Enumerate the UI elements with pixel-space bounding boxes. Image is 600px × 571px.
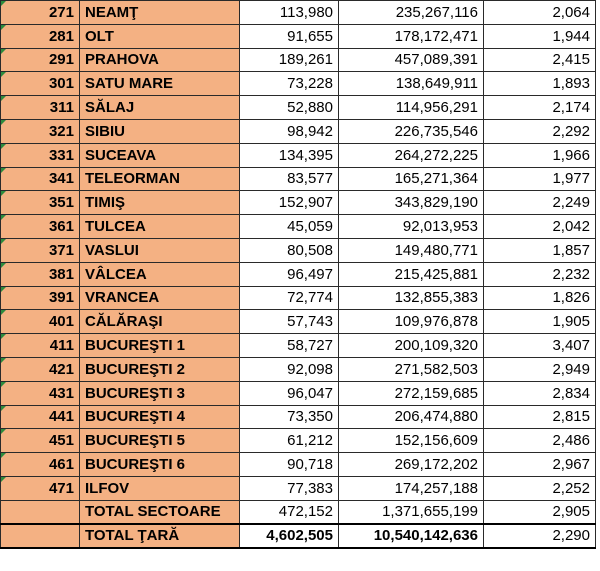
cell-value-1[interactable]: 72,774 <box>240 286 339 310</box>
cell-marker-icon <box>1 1 6 6</box>
cell-name[interactable]: CĂLĂRAŞI <box>80 310 240 334</box>
cell-marker-icon <box>1 168 6 173</box>
total-sectoare-row <box>1 500 596 524</box>
cell-value-1[interactable]: 57,743 <box>240 310 339 334</box>
total-sectoare-value-2[interactable]: 1,371,655,199 <box>339 500 484 524</box>
cell-code[interactable] <box>1 238 80 262</box>
total-tara-row <box>1 524 596 548</box>
cell-value-1[interactable]: 134,395 <box>240 143 339 167</box>
cell-code[interactable] <box>1 1 80 25</box>
cell-code[interactable] <box>1 262 80 286</box>
cell-code[interactable] <box>1 143 80 167</box>
total-tara-value-3[interactable]: 2,290 <box>484 524 596 548</box>
cell-value-3[interactable]: 2,486 <box>484 429 596 453</box>
cell-name[interactable]: TELEORMAN <box>80 167 240 191</box>
cell-code[interactable] <box>1 429 80 453</box>
code-text: 401 <box>48 313 74 331</box>
cell-name[interactable]: VÂLCEA <box>80 262 240 286</box>
cell-value-1[interactable]: 80,508 <box>240 238 339 262</box>
cell-code[interactable] <box>1 381 80 405</box>
cell-value-2[interactable]: 215,425,881 <box>339 262 484 286</box>
cell-value-1[interactable]: 96,047 <box>240 381 339 405</box>
total-tara-value-1[interactable]: 4,602,505 <box>240 524 339 548</box>
cell-name[interactable]: BUCUREŞTI 3 <box>80 381 240 405</box>
code-text: 441 <box>48 408 74 426</box>
table-row <box>1 119 596 143</box>
cell-code[interactable] <box>1 476 80 500</box>
cell-code[interactable] <box>1 334 80 358</box>
cell-marker-icon <box>1 120 6 125</box>
table-row <box>1 453 596 477</box>
cell-value-1[interactable]: 77,383 <box>240 476 339 500</box>
table-row <box>1 215 596 239</box>
cell-code[interactable] <box>1 215 80 239</box>
cell-value-1[interactable]: 58,727 <box>240 334 339 358</box>
cell-value-1[interactable]: 92,098 <box>240 357 339 381</box>
cell-marker-icon <box>1 334 6 339</box>
cell-code[interactable] <box>1 310 80 334</box>
cell-value-3[interactable]: 1,826 <box>484 286 596 310</box>
table-row <box>1 72 596 96</box>
table-row <box>1 357 596 381</box>
table-row <box>1 143 596 167</box>
code-text: 271 <box>48 3 74 21</box>
code-text: 411 <box>49 337 74 355</box>
code-text: 451 <box>48 432 74 450</box>
code-text: 321 <box>48 122 74 140</box>
cell-code[interactable] <box>1 119 80 143</box>
cell-value-3[interactable]: 1,857 <box>484 238 596 262</box>
cell-value-2[interactable]: 264,272,225 <box>339 143 484 167</box>
table-body <box>1 1 596 548</box>
table-row <box>1 191 596 215</box>
cell-value-1[interactable]: 113,980 <box>240 1 339 25</box>
cell-marker-icon <box>1 382 6 387</box>
table-row <box>1 167 596 191</box>
cell-value-2[interactable]: 152,156,609 <box>339 429 484 453</box>
cell-value-2[interactable]: 235,267,116 <box>339 1 484 25</box>
cell-value-2[interactable]: 343,829,190 <box>339 191 484 215</box>
cell-value-3[interactable]: 1,893 <box>484 72 596 96</box>
cell-value-1[interactable]: 91,655 <box>240 24 339 48</box>
total-tara-label[interactable]: TOTAL ŢARĂ <box>80 524 240 548</box>
cell-code-empty[interactable] <box>1 524 80 548</box>
cell-value-1[interactable]: 61,212 <box>240 429 339 453</box>
code-text: 331 <box>48 146 74 164</box>
cell-name[interactable]: VRANCEA <box>80 286 240 310</box>
cell-value-3[interactable]: 3,407 <box>484 334 596 358</box>
cell-name[interactable]: PRAHOVA <box>80 48 240 72</box>
cell-marker-icon <box>1 144 6 149</box>
cell-code[interactable] <box>1 191 80 215</box>
cell-name[interactable]: OLT <box>80 24 240 48</box>
cell-marker-icon <box>1 96 6 101</box>
cell-value-3[interactable]: 1,977 <box>484 167 596 191</box>
cell-value-2[interactable]: 138,649,911 <box>339 72 484 96</box>
code-text: 421 <box>48 360 74 378</box>
cell-value-2[interactable]: 132,855,383 <box>339 286 484 310</box>
cell-value-1[interactable]: 90,718 <box>240 453 339 477</box>
code-text: 361 <box>48 218 74 236</box>
cell-marker-icon <box>1 263 6 268</box>
cell-value-2[interactable]: 206,474,880 <box>339 405 484 429</box>
cell-value-2[interactable]: 109,976,878 <box>339 310 484 334</box>
cell-value-1[interactable]: 45,059 <box>240 215 339 239</box>
cell-marker-icon <box>1 477 6 482</box>
code-text: 291 <box>48 51 74 69</box>
code-text: 391 <box>48 289 74 307</box>
table-row <box>1 286 596 310</box>
cell-value-3[interactable]: 2,967 <box>484 453 596 477</box>
cell-marker-icon <box>1 429 6 434</box>
cell-name[interactable]: BUCUREŞTI 5 <box>80 429 240 453</box>
cell-value-3[interactable]: 2,252 <box>484 476 596 500</box>
total-tara-value-2[interactable]: 10,540,142,636 <box>339 524 484 548</box>
cell-marker-icon <box>1 191 6 196</box>
cell-value-3[interactable]: 2,064 <box>484 1 596 25</box>
cell-value-1[interactable]: 73,350 <box>240 405 339 429</box>
cell-marker-icon <box>1 453 6 458</box>
cell-code[interactable] <box>1 96 80 120</box>
cell-code[interactable] <box>1 48 80 72</box>
code-text: 371 <box>48 241 74 259</box>
table-row <box>1 405 596 429</box>
table-row <box>1 48 596 72</box>
code-text: 311 <box>49 99 74 117</box>
cell-value-3[interactable]: 1,966 <box>484 143 596 167</box>
total-sectoare-label[interactable]: TOTAL SECTOARE <box>80 500 240 524</box>
cell-name[interactable]: ILFOV <box>80 476 240 500</box>
cell-marker-icon <box>1 25 6 30</box>
cell-marker-icon <box>1 406 6 411</box>
cell-marker-icon <box>1 310 6 315</box>
cell-marker-icon <box>1 49 6 54</box>
table-row <box>1 24 596 48</box>
cell-value-2[interactable]: 114,956,291 <box>339 96 484 120</box>
cell-value-1[interactable]: 98,942 <box>240 119 339 143</box>
table-row <box>1 96 596 120</box>
cell-value-2[interactable]: 174,257,188 <box>339 476 484 500</box>
cell-code-empty[interactable] <box>1 500 80 524</box>
cell-code[interactable] <box>1 405 80 429</box>
cell-name[interactable]: NEAMŢ <box>80 1 240 25</box>
total-sectoare-value-1[interactable]: 472,152 <box>240 500 339 524</box>
cell-name[interactable]: SATU MARE <box>80 72 240 96</box>
cell-code[interactable] <box>1 286 80 310</box>
cell-marker-icon <box>1 239 6 244</box>
cell-name[interactable]: SUCEAVA <box>80 143 240 167</box>
cell-value-2[interactable]: 457,089,391 <box>339 48 484 72</box>
table-row <box>1 238 596 262</box>
cell-value-2[interactable]: 165,271,364 <box>339 167 484 191</box>
table-row <box>1 262 596 286</box>
cell-value-3[interactable]: 1,944 <box>484 24 596 48</box>
cell-marker-icon <box>1 215 6 220</box>
cell-value-3[interactable]: 2,815 <box>484 405 596 429</box>
cell-value-3[interactable]: 1,905 <box>484 310 596 334</box>
cell-value-2[interactable]: 271,582,503 <box>339 357 484 381</box>
cell-marker-icon <box>1 358 6 363</box>
cell-code[interactable] <box>1 453 80 477</box>
code-text: 301 <box>48 75 74 93</box>
table-row <box>1 429 596 453</box>
code-text: 471 <box>48 479 74 497</box>
cell-code[interactable] <box>1 24 80 48</box>
cell-value-2[interactable]: 178,172,471 <box>339 24 484 48</box>
table-row <box>1 381 596 405</box>
cell-value-2[interactable]: 272,159,685 <box>339 381 484 405</box>
code-text: 281 <box>48 27 74 45</box>
code-text: 461 <box>48 456 74 474</box>
table-row <box>1 310 596 334</box>
cell-name[interactable]: SIBIU <box>80 119 240 143</box>
cell-name[interactable]: VASLUI <box>80 238 240 262</box>
cell-value-1[interactable]: 189,261 <box>240 48 339 72</box>
cell-code[interactable] <box>1 357 80 381</box>
cell-name[interactable]: TULCEA <box>80 215 240 239</box>
cell-value-3[interactable]: 2,249 <box>484 191 596 215</box>
cell-value-3[interactable]: 2,232 <box>484 262 596 286</box>
cell-value-2[interactable]: 92,013,953 <box>339 215 484 239</box>
cell-code[interactable] <box>1 167 80 191</box>
cell-name[interactable]: BUCUREŞTI 4 <box>80 405 240 429</box>
cell-name[interactable]: BUCUREŞTI 6 <box>80 453 240 477</box>
code-text: 431 <box>48 384 74 402</box>
cell-value-2[interactable]: 269,172,202 <box>339 453 484 477</box>
code-text: 381 <box>48 265 74 283</box>
cell-value-1[interactable]: 96,497 <box>240 262 339 286</box>
cell-value-1[interactable]: 83,577 <box>240 167 339 191</box>
total-sectoare-value-3[interactable]: 2,905 <box>484 500 596 524</box>
cell-value-3[interactable]: 2,415 <box>484 48 596 72</box>
cell-marker-icon <box>1 72 6 77</box>
cell-name[interactable]: BUCUREŞTI 1 <box>80 334 240 358</box>
cell-value-2[interactable]: 200,109,320 <box>339 334 484 358</box>
table-row <box>1 476 596 500</box>
cell-value-2[interactable]: 226,735,546 <box>339 119 484 143</box>
cell-value-3[interactable]: 2,042 <box>484 215 596 239</box>
table-row <box>1 1 596 25</box>
cell-value-3[interactable]: 2,949 <box>484 357 596 381</box>
code-text: 341 <box>48 170 74 188</box>
cell-code[interactable] <box>1 72 80 96</box>
cell-value-1[interactable]: 73,228 <box>240 72 339 96</box>
cell-value-1[interactable]: 52,880 <box>240 96 339 120</box>
cell-name[interactable]: SĂLAJ <box>80 96 240 120</box>
cell-value-3[interactable]: 2,834 <box>484 381 596 405</box>
cell-value-1[interactable]: 152,907 <box>240 191 339 215</box>
table-row <box>1 334 596 358</box>
cell-value-3[interactable]: 2,292 <box>484 119 596 143</box>
cell-value-3[interactable]: 2,174 <box>484 96 596 120</box>
cell-value-2[interactable]: 149,480,771 <box>339 238 484 262</box>
cell-name[interactable]: TIMIŞ <box>80 191 240 215</box>
cell-marker-icon <box>1 287 6 292</box>
cell-name[interactable]: BUCUREŞTI 2 <box>80 357 240 381</box>
code-text: 351 <box>48 194 74 212</box>
